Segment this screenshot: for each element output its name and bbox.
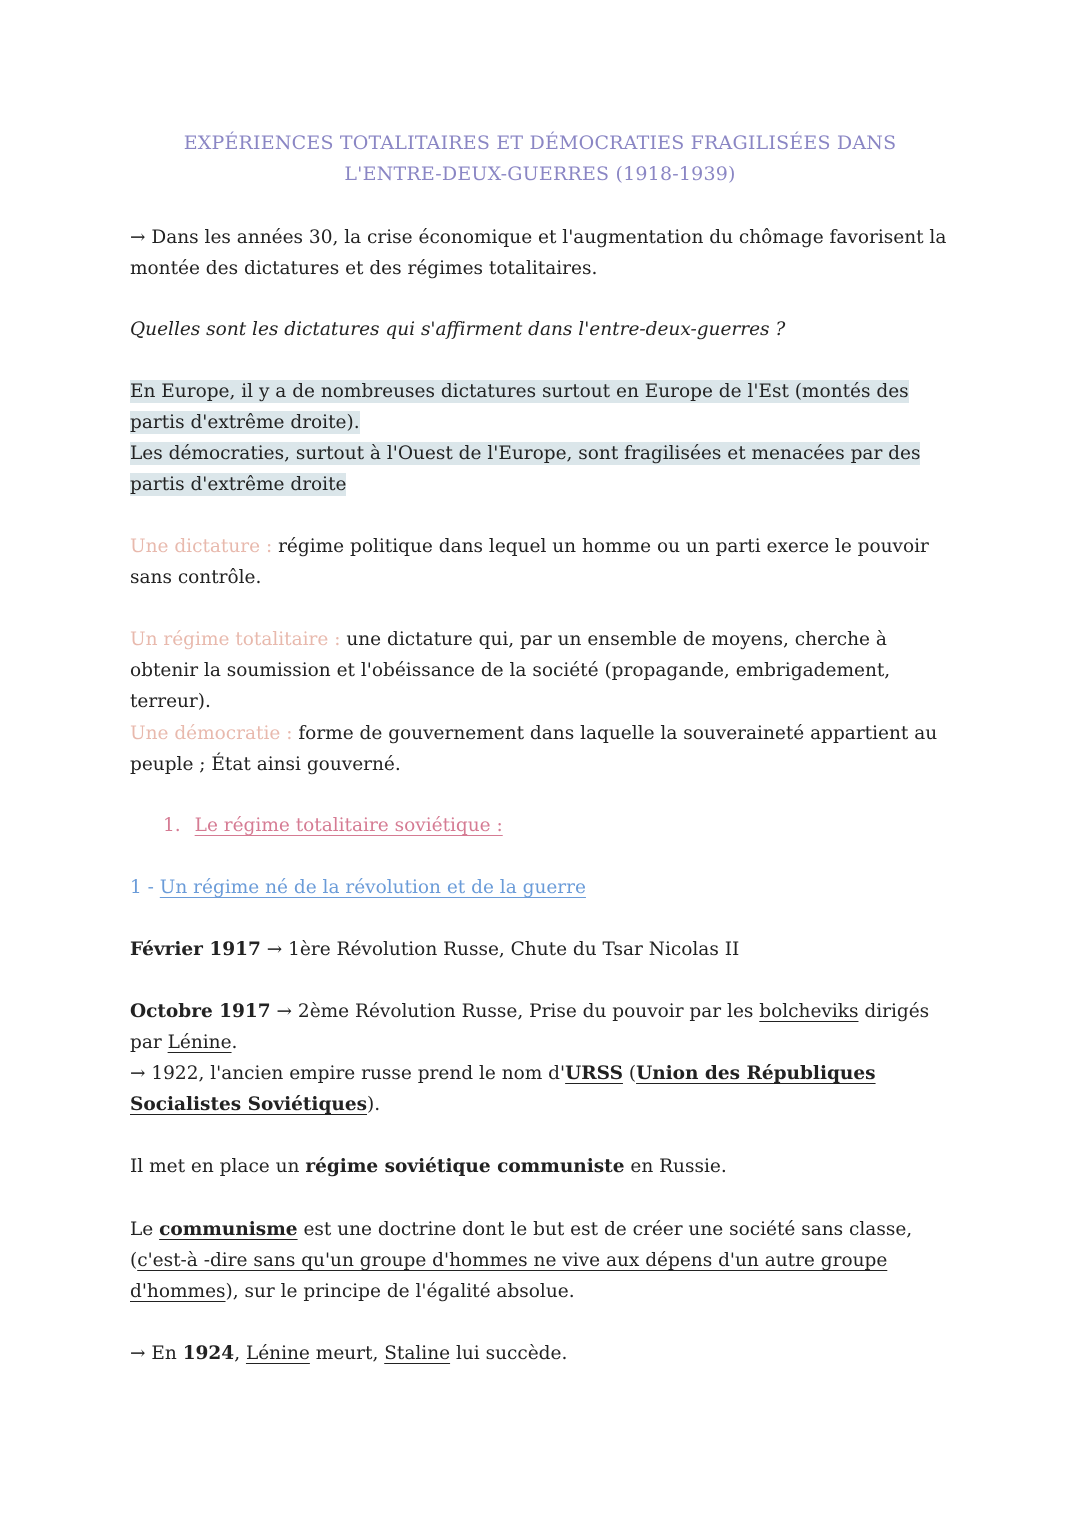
definition-term: Une démocratie : bbox=[130, 723, 293, 744]
event-october-1917: Octobre 1917 → 2ème Révolution Russe, Prise du pouvoir par les bolcheviks dirigés par Lénine. bbox=[130, 1001, 930, 1053]
communisme-paragraph: Le communisme est une doctrine dont le but est de créer une société sans classe, (c'est-à -dire sans qu'un groupe d'hommes ne vive aux dépens d'un autre groupe d'hommes), sur le principe de l'égalité absolue. bbox=[130, 1219, 913, 1302]
definition-dictature: Une dictature : régime politique dans lequel un homme ou un parti exerce le pouvoir sans contrôle. bbox=[130, 536, 929, 588]
regime-paragraph: Il met en place un régime soviétique communiste en Russie. bbox=[130, 1156, 727, 1177]
highlight-line-2: Les démocraties, surtout à l'Ouest de l'Europe, sont fragilisées et menacées par des partis d'extrême droite bbox=[130, 443, 921, 495]
definition-totalitaire: Un régime totalitaire : une dictature qui, par un ensemble de moyens, cherche à obtenir la soumission et l'obéissance de la société (propagande, embrigadement, terreur). bbox=[130, 629, 891, 712]
section-heading-1: 1. Le régime totalitaire soviétique : bbox=[163, 815, 503, 836]
event-february-1917: Février 1917 → 1ère Révolution Russe, Chute du Tsar Nicolas II bbox=[130, 939, 740, 960]
intro-paragraph: → Dans les années 30, la crise économique et l'augmentation du chômage favorisent la montée des dictatures et des régimes totalitaires. bbox=[130, 227, 947, 279]
definition-term: Un régime totalitaire : bbox=[130, 629, 341, 650]
definition-democratie: Une démocratie : forme de gouvernement dans laquelle la souveraineté appartient au peuple ; État ainsi gouverné. bbox=[130, 723, 938, 775]
staline-paragraph: → En 1924, Lénine meurt, Staline lui succède. bbox=[130, 1343, 568, 1364]
highlighted-paragraph bbox=[130, 376, 950, 500]
title-line-2: L'ENTRE-DEUX-GUERRES (1918-1939) bbox=[344, 163, 736, 185]
title-line-1: EXPÉRIENCES TOTALITAIRES ET DÉMOCRATIES FRAGILISÉES DANS bbox=[183, 132, 897, 154]
arrow-icon: → bbox=[130, 227, 146, 248]
page-title bbox=[130, 128, 950, 190]
subsection-heading-1: 1 - Un régime né de la révolution et de la guerre bbox=[130, 877, 586, 898]
question-paragraph: Quelles sont les dictatures qui s'affirment dans l'entre-deux-guerres ? bbox=[130, 319, 786, 340]
highlight-line-1: En Europe, il y a de nombreuses dictatures surtout en Europe de l'Est (montés des partis d'extrême droite). bbox=[130, 381, 909, 433]
definition-term: Une dictature : bbox=[130, 536, 273, 557]
urss-paragraph: → 1922, l'ancien empire russe prend le nom d'URSS (Union des Républiques Socialistes Soviétiques). bbox=[130, 1063, 876, 1115]
